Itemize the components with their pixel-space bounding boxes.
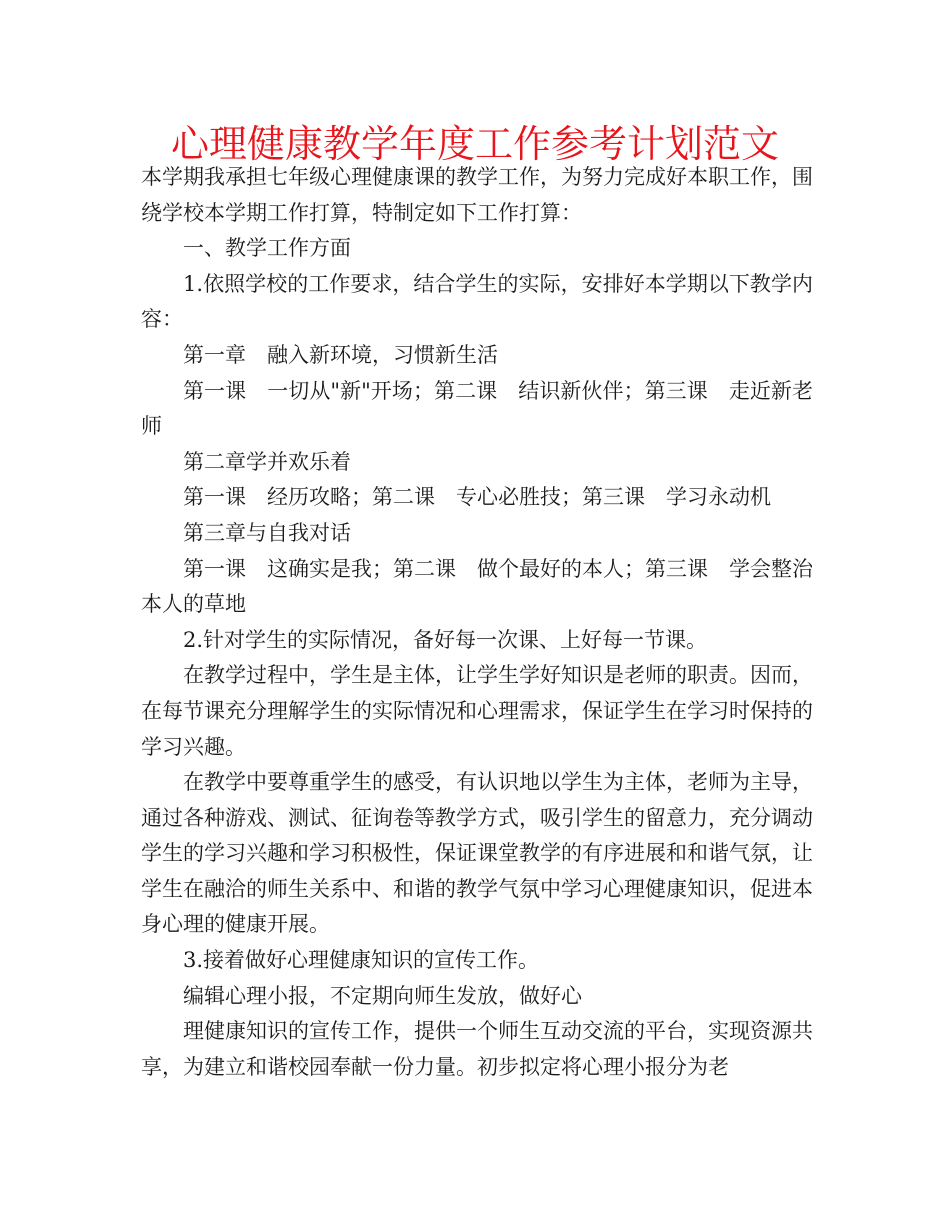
paragraph: 本学期我承担七年级心理健康课的教学工作，为努力完成好本职工作，围绕学校本学期工作打算，特制定如下工作打算： <box>141 165 813 225</box>
document-title: 心理健康教学年度工作参考计划范文 <box>170 122 779 166</box>
paragraph: 第一课 经历攻略；第二课 专心必胜技；第三课 学习永动机 <box>183 485 771 510</box>
paragraph: 第三章与自我对话 <box>183 520 351 545</box>
paragraph: 在教学中要尊重学生的感受，有认识地以学生为主体，老师为主导，通过各种游戏、测试、征询卷等教学方式，吸引学生的留意力，充分调动学生的学习兴趣和学习积极性，保证课堂教学的有序进展和和谐气氛，让学生在融洽的师生关系中、和谐的教学气氛中学习心理健康知识，促进本身心理的健康开展。 <box>141 770 813 937</box>
paragraph: 理健康知识的宣传工作，提供一个师生互动交流的平台，实现资源共享，为建立和谐校园奉献一份力量。初步拟定将心理小报分为老 <box>141 1019 813 1079</box>
document-body <box>141 160 813 1085</box>
paragraph: 2.针对学生的实际情况，备好每一次课、上好每一节课。 <box>183 627 708 652</box>
paragraph: 第一课 一切从"新"开场；第二课 结识新伙伴；第三课 走近新老师 <box>141 378 813 439</box>
paragraph: 在教学过程中，学生是主体，让学生学好知识是老师的职责。因而，在每节课充分理解学生的实际情况和心理需求，保证学生在学习时保持的学习兴趣。 <box>141 663 813 759</box>
paragraph: 第二章学并欢乐着 <box>183 449 351 474</box>
paragraph: 3.接着做好心理健康知识的宣传工作。 <box>183 948 540 973</box>
paragraph: 第一课 这确实是我；第二课 做个最好的本人；第三课 学会整治本人的草地 <box>141 556 813 617</box>
paragraph: 1.依照学校的工作要求，结合学生的实际，安排好本学期以下教学内容： <box>141 271 813 332</box>
paragraph: 一、教学工作方面 <box>183 236 351 261</box>
paragraph: 第一章 融入新环境，习惯新生活 <box>183 342 498 367</box>
paragraph: 编辑心理小报，不定期向师生发放，做好心 <box>183 983 582 1008</box>
